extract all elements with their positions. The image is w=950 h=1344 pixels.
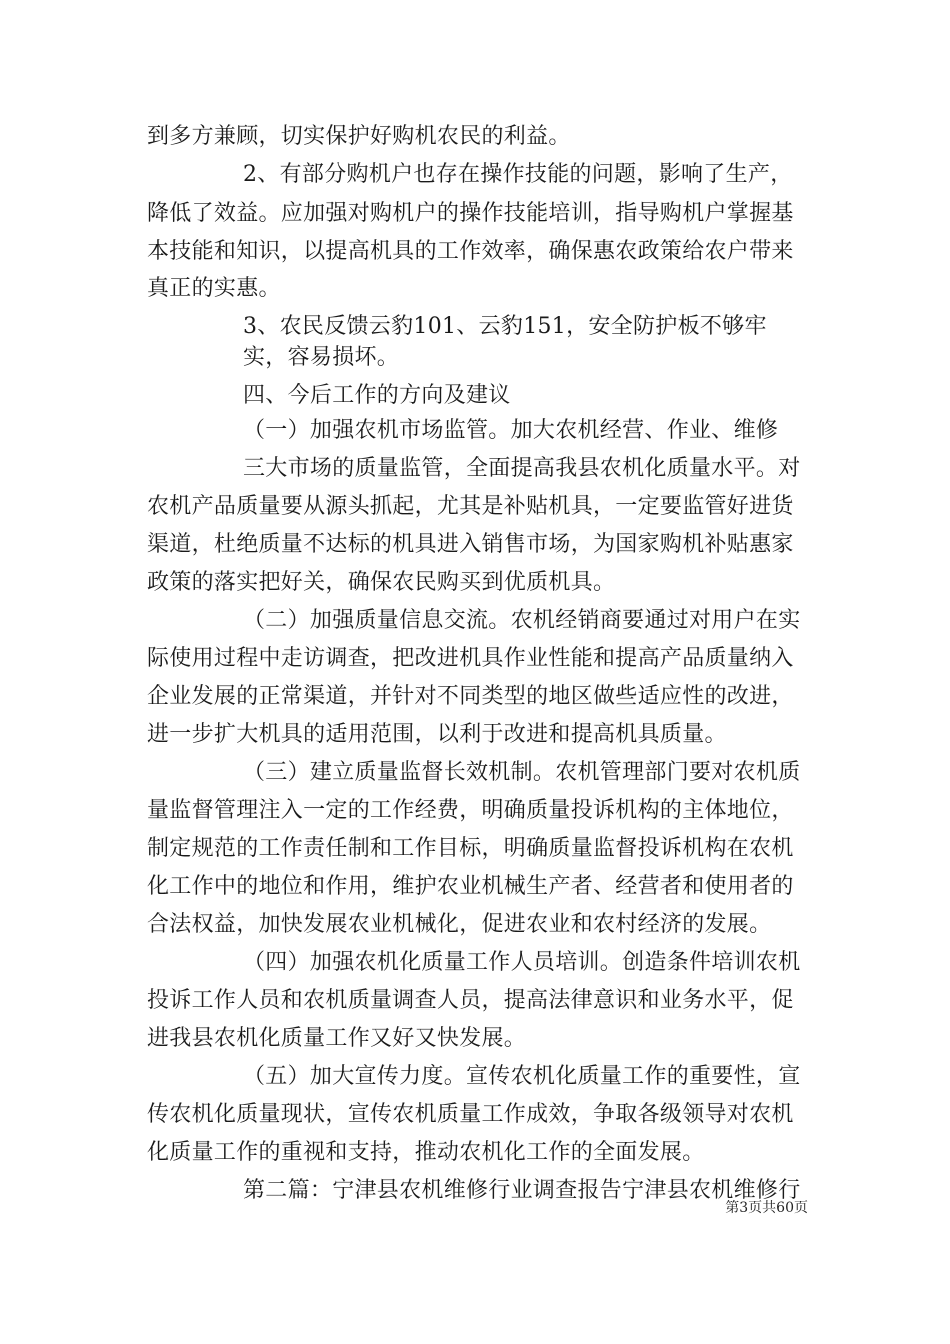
body-line-11: 农机产品质量要从源头抓起，尤其是补贴机具，一定要监管好进货	[147, 494, 794, 519]
body-line-27: 传农机化质量现状，宣传农机质量工作成效，争取各级领导对农机	[147, 1102, 794, 1127]
body-line-24: 投诉工作人员和农机质量调查人员，提高法律意识和业务水平，促	[147, 988, 794, 1013]
body-line-14: （二）加强质量信息交流。农机经销商要通过对用户在实	[243, 608, 801, 633]
body-line-25: 进我县农机化质量工作又好又快发展。	[147, 1026, 527, 1051]
body-line-20: 制定规范的工作责任制和工作目标，明确质量监督投诉机构在农机	[147, 836, 794, 861]
body-line-7: 实，容易损坏。	[243, 345, 400, 370]
body-line-2: 2、有部分购机户也存在操作技能的问题，影响了生产，	[243, 162, 793, 187]
body-line-26: （五）加大宣传力度。宣传农机化质量工作的重要性，宣	[243, 1064, 801, 1089]
body-line-22: 合法权益，加快发展农业机械化，促进农业和农村经济的发展。	[147, 912, 772, 937]
body-line-12: 渠道，杜绝质量不达标的机具进入销售市场，为国家购机补贴惠家	[147, 532, 794, 557]
body-line-17: 进一步扩大机具的适用范围，以利于改进和提高机具质量。	[147, 722, 727, 747]
body-line-16: 企业发展的正常渠道，并针对不同类型的地区做些适应性的改进，	[147, 684, 794, 709]
body-line-5: 真正的实惠。	[147, 276, 281, 301]
body-line-19: 量监督管理注入一定的工作经费，明确质量投诉机构的主体地位，	[147, 798, 794, 823]
body-line-28: 化质量工作的重视和支持，推动农机化工作的全面发展。	[147, 1140, 705, 1165]
page-number-footer: 第3页共60页	[725, 1200, 808, 1216]
body-line-15: 际使用过程中走访调查，把改进机具作业性能和提高产品质量纳入	[147, 646, 794, 671]
body-line-6: 3、农民反馈云豹101、云豹151，安全防护板不够牢	[243, 314, 767, 339]
body-line-18: （三）建立质量监督长效机制。农机管理部门要对农机质	[243, 760, 801, 785]
body-line-13: 政策的落实把好关，确保农民购买到优质机具。	[147, 570, 616, 595]
body-line-21: 化工作中的地位和作用，维护农业机械生产者、经营者和使用者的	[147, 874, 794, 899]
next-chapter-title: 第二篇：宁津县农机维修行业调查报告宁津县农机维修行	[243, 1178, 801, 1203]
body-line-3: 降低了效益。应加强对购机户的操作技能培训，指导购机户掌握基	[147, 201, 794, 226]
body-line-9: （一）加强农机市场监管。加大农机经营、作业、维修	[243, 418, 779, 443]
body-line-10: 三大市场的质量监管，全面提高我县农机化质量水平。对	[243, 456, 801, 481]
section-heading: 四、今后工作的方向及建议	[243, 383, 511, 408]
body-line-23: （四）加强农机化质量工作人员培训。创造条件培训农机	[243, 950, 801, 975]
body-line-4: 本技能和知识，以提高机具的工作效率，确保惠农政策给农户带来	[147, 239, 794, 264]
body-line-1: 到多方兼顾，切实保护好购机农民的利益。	[147, 124, 571, 149]
